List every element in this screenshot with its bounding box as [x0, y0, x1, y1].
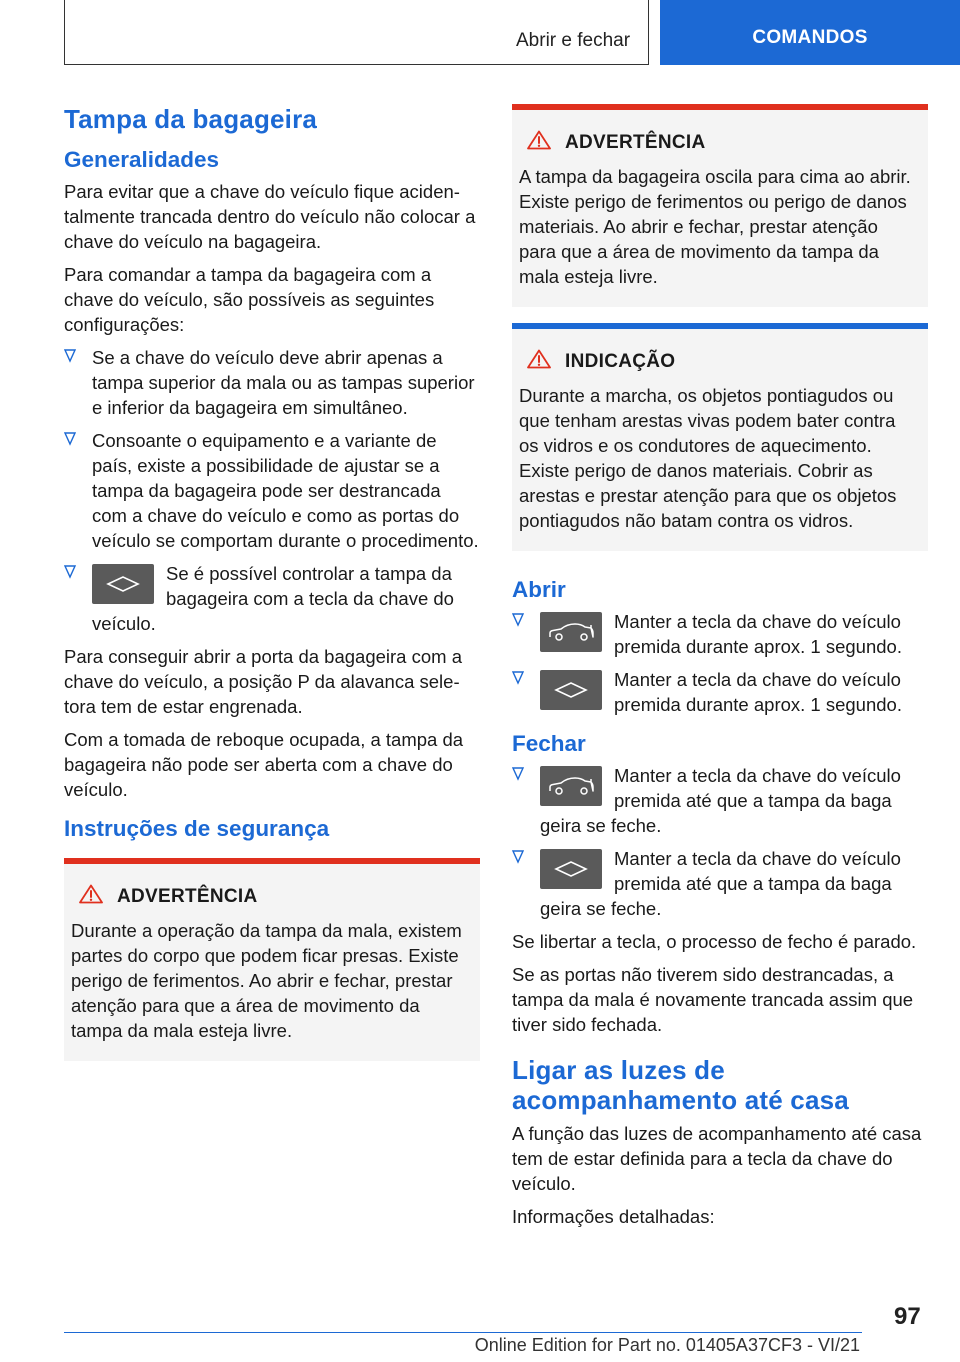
paragraph-info: Informações detalhadas:: [512, 1206, 715, 1227]
fechar-list: [512, 763, 928, 921]
triangle-bullet-icon: [512, 613, 524, 627]
car-trunk-key-icon: [540, 612, 602, 652]
list-item: [512, 846, 928, 921]
configuration-list: [64, 345, 480, 636]
warning-box: [64, 858, 480, 1061]
note-text: Durante a marcha, os objetos pontiagudos ou que tenham arestas vivas podem bater contra os vidros e os condutores de aquecimento. Existe perigo de danos materiais. Cobrir as arestas e prestar atenção para que os objetos pontiagudos não batam contra os vidros.: [519, 385, 897, 531]
list-item-text: Se é possível controlar a tampa da bagageira com a tecla da chave do: [166, 563, 454, 609]
paragraph-lights: A função das luzes de acompanhamento até casa tem de estar definida para a tecla da chave do veículo.: [512, 1123, 922, 1194]
paragraph-release: Se libertar a tecla, o processo de fecho é parado.: [512, 931, 917, 952]
list-item: [512, 667, 928, 717]
paragraph-tow-socket: Com a tomada de reboque ocupada, a tampa da bagageira não pode ser aberta com a chave do veículo.: [64, 729, 464, 800]
list-item: [512, 763, 928, 838]
triangle-bullet-icon: [512, 671, 524, 685]
triangle-bullet-icon: [64, 565, 76, 579]
heading-generalidades: Generalidades: [64, 147, 220, 172]
footer-divider: [64, 1332, 862, 1333]
warning-text: A tampa da bagageira oscila para cima ao abrir. Existe perigo de ferimentos ou perigo de danos materiais. Ao abrir e fechar, prestar atenção para que a área de movimento da tampa da mala esteja livre.: [519, 166, 911, 287]
list-item: [64, 428, 480, 553]
warning-text: Durante a operação da tampa da mala, existem partes do corpo que podem ficar presas. Existe perigo de ferimentos. Ao abrir e fechar, prestar atenção para que a área de movimento da tampa da mala esteja livre.: [71, 920, 462, 1041]
left-column: [64, 100, 480, 1077]
warning-title: ADVERTÊNCIA: [565, 132, 706, 153]
list-item-text-tail: veículo.: [92, 613, 156, 634]
paragraph-key-inside: Para evitar que a chave do veículo fique acidentalmente trancada dentro do veículo não colocar a chave do veículo na bagageira.: [64, 181, 476, 252]
diamond-key-icon: [92, 564, 154, 604]
warning-box: [512, 104, 928, 307]
heading-abrir: Abrir: [512, 577, 566, 602]
page-number: 97: [894, 1303, 921, 1330]
warning-title: ADVERTÊNCIA: [117, 886, 258, 907]
triangle-bullet-icon: [64, 349, 76, 363]
abrir-list: [512, 609, 928, 717]
paragraph-configurations: Para comandar a tampa da bagageira com a chave do veículo, são possíveis as seguintes configurações:: [64, 264, 435, 335]
diamond-key-icon: [540, 849, 602, 889]
list-item-text-tail: geira se feche.: [540, 815, 662, 836]
list-item-text-tail: geira se feche.: [540, 898, 662, 919]
note-title: INDICAÇÃO: [565, 351, 676, 372]
list-item-text: Manter a tecla da chave do veículo premida até que a tampa da baga: [614, 848, 901, 894]
note-box: [512, 323, 928, 551]
diamond-key-icon: [540, 670, 602, 710]
page-title: Tampa da bagageira: [64, 104, 318, 134]
warning-triangle-icon: [527, 349, 565, 375]
heading-fechar: Fechar: [512, 731, 586, 756]
right-column: [512, 88, 928, 1237]
paragraph-selector-lever: Para conseguir abrir a porta da bagageira com a chave do veículo, a posição P da alavanca seletora tem de estar engrenada.: [64, 646, 462, 717]
header-section-title: Abrir e fechar: [516, 30, 631, 51]
triangle-bullet-icon: [512, 767, 524, 781]
heading-safety: Instruções de segurança: [64, 816, 330, 841]
list-item: [64, 345, 480, 420]
warning-triangle-icon: [527, 130, 565, 156]
list-item-text: Consoante o equipamento e a variante de país, existe a possibilidade de ajustar se a tampa da bagageira pode ser destrancada com a chave do veículo e como as portas do veículo se comportam durante o procedimento.: [92, 430, 479, 551]
header-chapter-label: COMANDOS: [752, 26, 868, 48]
heading-follow-me-home: Ligar as luzes de acompanhamento até casa: [512, 1055, 849, 1115]
triangle-bullet-icon: [64, 432, 76, 446]
list-item: [64, 561, 480, 636]
warning-triangle-icon: [79, 884, 117, 910]
list-item-text: Manter a tecla da chave do veículo premida até que a tampa da baga: [614, 765, 901, 811]
list-item-text: Manter a tecla da chave do veículo premida durante aprox. 1 segundo.: [614, 611, 902, 657]
list-item-text: Se a chave do veículo deve abrir apenas a tampa superior da mala ou as tampas superior e inferior da bagageira em simultâneo.: [92, 347, 475, 418]
triangle-bullet-icon: [512, 850, 524, 864]
car-trunk-key-icon: [540, 766, 602, 806]
list-item-text: Manter a tecla da chave do veículo premida durante aprox. 1 segundo.: [614, 669, 902, 715]
footer-edition: Online Edition for Part no. 01405A37CF3 - VI/21: [474, 1335, 860, 1355]
list-item: [512, 609, 928, 659]
paragraph-relock: Se as portas não tiverem sido destrancadas, a tampa da mala é novamente trancada assim que tiver sido fechada.: [512, 964, 914, 1035]
header-chapter-tab: [660, 0, 960, 65]
